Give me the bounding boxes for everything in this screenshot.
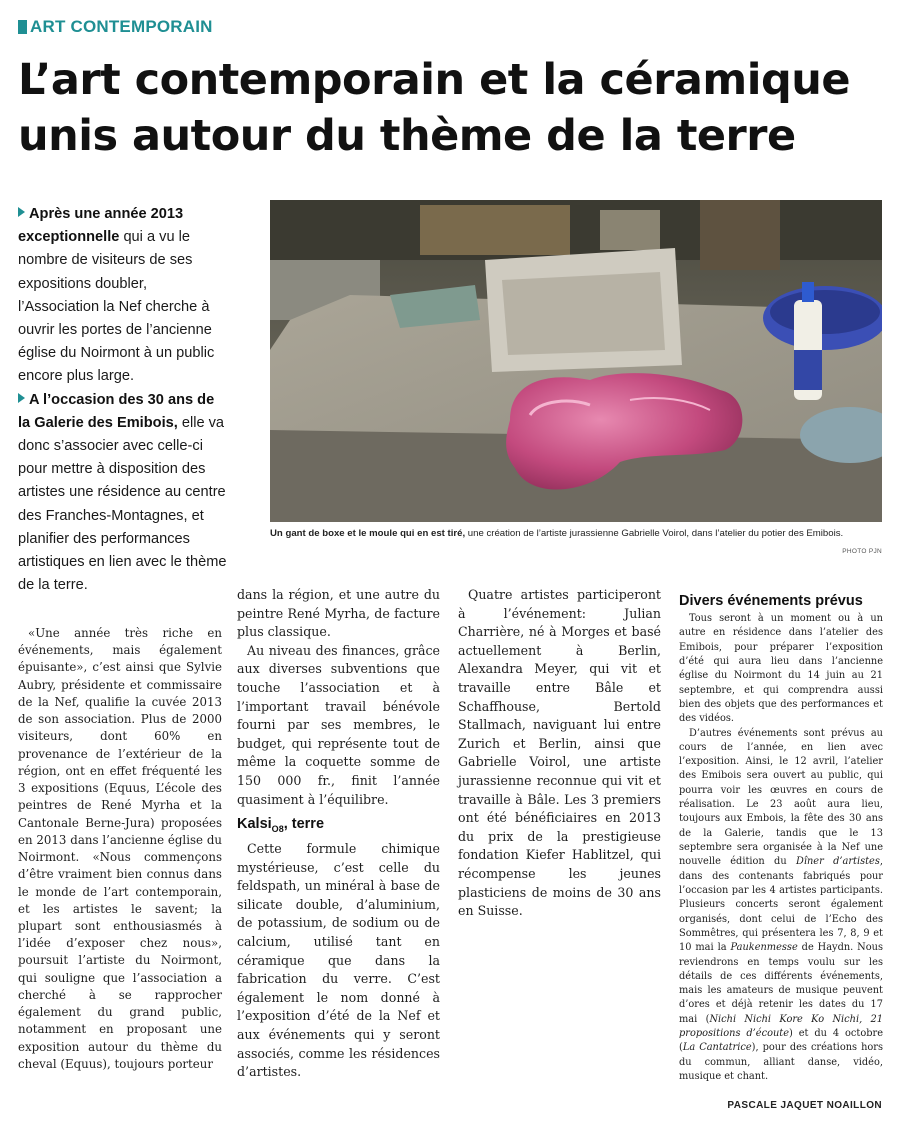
rubric-square-icon — [18, 20, 27, 34]
photo-caption — [270, 526, 882, 542]
headline-line-1: L’art contemporain et la céramique — [18, 55, 851, 105]
subheading-sub: 8 — [278, 824, 284, 835]
headline — [18, 52, 888, 164]
body-paragraph: Au niveau des finances, grâce aux diverses subventions que touche l’association et à l’important travail bénévole fourni par ses membres, le budget, qui représente tout de même la coquette somme de 150 000 fr., finit l’année quasiment à l’équilibre. — [237, 642, 440, 807]
photo-credit: PHOTO PJN — [842, 548, 882, 555]
subheading-text: Kalsi — [237, 816, 272, 833]
arrow-bullet-icon — [18, 393, 25, 403]
lead-1-bold: Après une année 2013 exceptionnelle — [18, 206, 184, 246]
subheading-kalsi — [237, 815, 440, 838]
text-italic: Nichi Nichi Kore Ko Nichi, 21 propositions d’écoute — [679, 1013, 884, 1040]
text-run: ) et du 4 octobre ( — [679, 1028, 883, 1054]
boxing-glove-photo — [270, 200, 882, 522]
body-paragraph: Tous seront à un moment ou à un autre en résidence dans l’atelier des Emibois, pour préparer l’exposition d’été qui aura lieu dans l’ancienne église du Noirmont du 14 juin au 21 septembre, et qui comprendra aussi bien des objets que des performances et des vidéos. — [679, 613, 883, 725]
subheading-sub: O — [271, 824, 279, 835]
text-run: de Haydn. Nous reviendrons en temps voulu sur les détails de ces différents événements, mais les amateurs de musique peuvent d’ores et déjà retenir les dates du 17 mai ( — [679, 942, 883, 1025]
subheading-text: , terre — [283, 816, 325, 833]
lead-paragraph-1 — [18, 203, 228, 389]
byline: PASCALE JAQUET NOAILLON — [727, 1100, 882, 1111]
body-paragraph — [679, 727, 883, 1085]
text-run: , dans des contenants fabriqués pour l’occasion par les 4 artistes participants. Plusieurs concerts seront également organisés, dont celui de l’Echo des Sommêtres, qui présentera les 7, 8, 9 et 10 mai la — [679, 856, 883, 954]
caption-bold: Un gant de boxe et le moule qui en est tiré, — [270, 528, 466, 539]
arrow-bullet-icon — [18, 207, 25, 217]
column-4 — [679, 586, 883, 1084]
body-paragraph: dans la région, et une autre du peintre René Myrha, de facture plus classique. — [237, 587, 440, 640]
headline-line-2: unis autour du thème de la terre — [18, 111, 796, 161]
lead-2-text: elle va donc s’associer avec celle-ci pour mettre à disposition des artistes une résidence au centre des Franches-Montagnes, et planifier des performances artistiques en lien avec le thème de la terre. — [18, 414, 227, 594]
body-paragraph: Quatre artistes participeront à l’événement: Julian Charrière, né à Morges et basé actuellement à Berlin, Alexandra Meyer, qui vit et travaille entre Bâle et Schaffhouse, Bertold Stallmach, naviguant lui entre Zurich et Berlin, ainsi que Gabrielle Voirol, une artiste jurassienne reconnue qui vit et travaille à Bâle. Les 3 premiers ont été bénéficiaires en 2013 du prix de la prestigieuse fondation Kiefer Hablitzel, qui récompense les jeunes plasticiens de moins de 30 ans en Suisse. — [458, 587, 661, 919]
text-italic: La Cantatrice — [682, 1042, 752, 1054]
lead-2-bold: A l’occasion des 30 ans de la Galerie des Emibois, — [18, 391, 215, 431]
lead-1-text: qui a vu le nombre de visiteurs de ses expositions doubler, l’Association la Nef cherche à ouvrir les portes de l’ancienne église du Noirmont à un public encore plus large. — [18, 229, 215, 385]
body-paragraph: Cette formule chimique mystérieuse, c’est celle du feldspath, un minéral à base de silicate double, d’aluminium, de potassium, de sodium ou de calcium, utilisé tant en céramique que dans la fabrication du verre. C’est également le nom donné à l’exposition d’été de la Nef et aux événements qui y seront associés, comme les résidences d’artistes. — [237, 841, 440, 1080]
rubric-label: ART CONTEMPORAIN — [30, 17, 213, 36]
text-italic: Paukenmesse — [730, 942, 798, 954]
article-photo — [270, 200, 882, 522]
lead-paragraph-2 — [18, 389, 228, 598]
text-run: D’autres événements sont prévus au cours de l’année, en lien avec l’exposition. Ainsi, le — [679, 727, 883, 768]
column-1 — [18, 625, 222, 1073]
subheading-events: Divers événements prévus — [679, 593, 863, 609]
column-2 — [237, 586, 440, 1082]
column-3 — [458, 586, 661, 921]
text-run: ), pour des créations hors du commun, alliant danse, vidéo, musique et chant. — [679, 1042, 883, 1082]
section-rubric — [18, 14, 213, 40]
text-run: 12 avril, l’atelier des Emibois sera ouvert au public, qui pourra voir les œuvres en cours de réalisation. Le 23 août aura lieu, toujours aux Embois, la fête des 30 ans de la Galerie, tandis que le 13 septembre sera organisée à la Nef une nouvelle édition du — [679, 756, 883, 868]
lead-text — [18, 203, 228, 597]
body-paragraph: «Une année très riche en événements, mais également épuisante», c’est ainsi que Sylvie Aubry, présidente et commissaire de la Nef, qualifie la cuvée 2013 de son association. Plus de 2000 visiteurs, dont 60% en provenance de l’extérieur de la région, ont en effet fréquenté les 3 expositions (Equus, L’école des peintres de René Myrha et la Cantonale Berne-Jura) proposées en 2013 dans l’ancienne église du Noirmont. «Nous commençons d’être vraiment bien connus dans le monde de l’art contemporain, et les artistes le savent; la plupart sont enthousiasmés à l’idée d’exposer chez nous», poursuit l’artiste du Noirmont, qui souligne que l’association a cherché à se rapprocher également du grand public, notamment en proposant une exposition autour du thème du cheval (Equus), toujours porteur — [18, 626, 222, 1071]
caption-text: une création de l’artiste jurassienne Gabrielle Voirol, dans l’atelier du potier des Emibois. — [465, 528, 844, 539]
text-italic: Dîner d’artistes — [795, 856, 880, 868]
